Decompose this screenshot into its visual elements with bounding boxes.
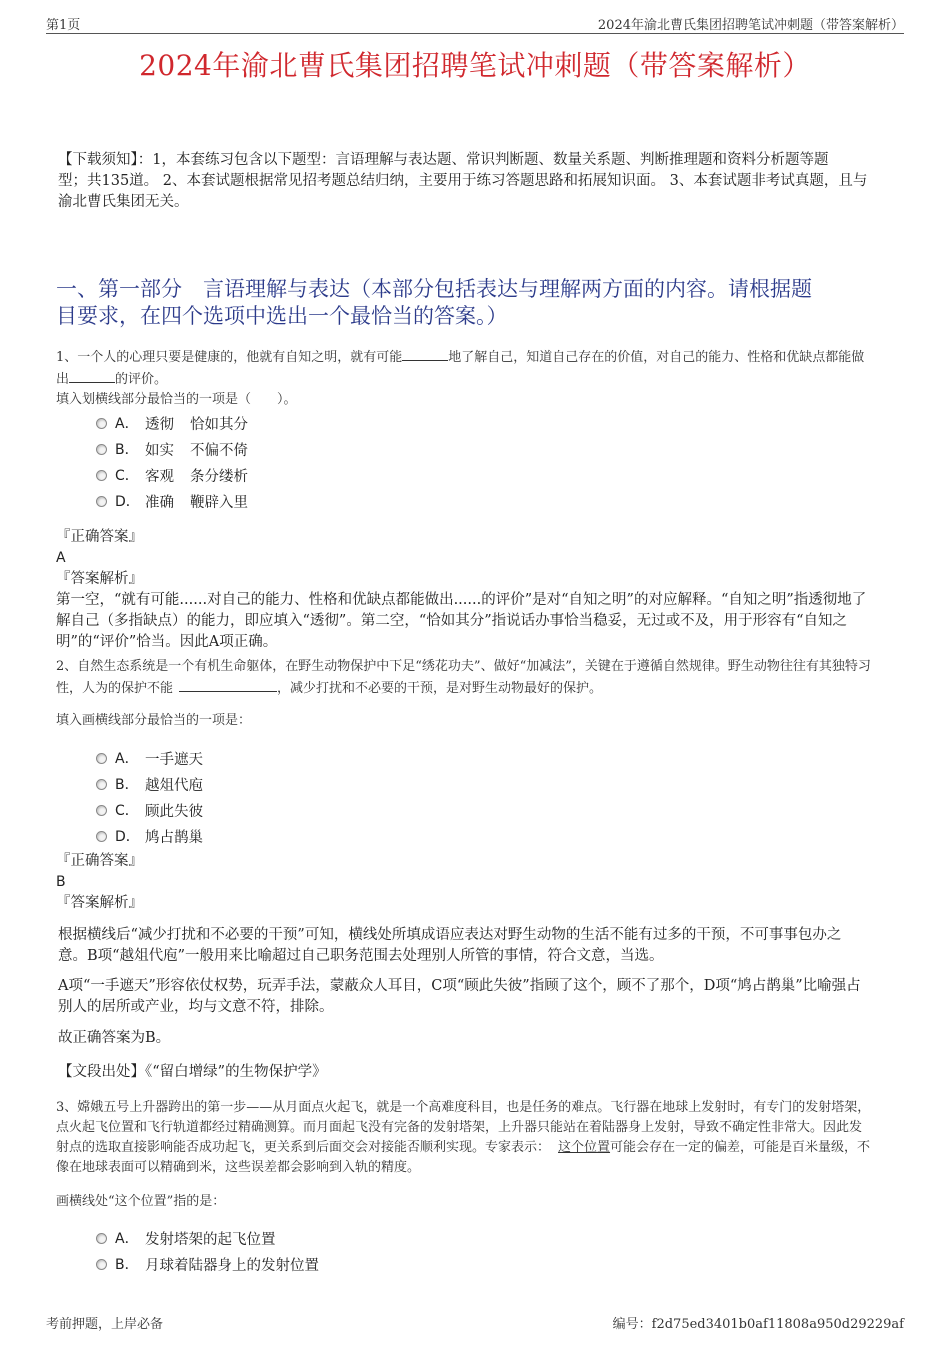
section-heading	[56, 276, 906, 330]
q2-analysis-line-1: 根据横线后“减少打扰和不必要的干预”可知，横线处所填成语应表达对野生动物的生活不能有过多的干预，不可事事包办之	[58, 927, 842, 943]
radio-icon[interactable]	[96, 779, 107, 790]
notice-line-1: 【下载须知】：1，本套练习包含以下题型：言语理解与表达题、常识判断题、数量关系题、判断推理题和资料分析题等题	[58, 152, 829, 168]
q2-line-1: 2、自然生态系统是一个有机生命躯体，在野生动物保护中下足“绣花功夫”、做好“加减法”，关键在于遵循自然规律。野生动物往往有其独特习	[56, 659, 871, 674]
q2-analysis-para-2	[58, 976, 908, 1018]
q2-answer: B	[56, 874, 66, 890]
q2-conclusion: 故正确答案为B。	[58, 1030, 171, 1046]
q2-blank	[179, 677, 277, 692]
radio-icon[interactable]	[96, 496, 107, 507]
radio-icon[interactable]	[96, 1259, 107, 1270]
q1-text-c: 出	[56, 372, 70, 387]
q1-option-a[interactable]	[96, 410, 248, 436]
q1-option-c[interactable]	[96, 462, 248, 488]
q1-analysis-line-3: 明”的“评价”恰当。因此A项正确。	[56, 634, 278, 650]
radio-icon[interactable]	[96, 470, 107, 481]
radio-icon[interactable]	[96, 1233, 107, 1244]
q2-option-d[interactable]	[96, 823, 203, 849]
q3-text-a: 射点的选取直接影响能否成功起飞，更关系到后面交会对接能否顺利实现。专家表示：	[56, 1140, 551, 1155]
q2-analysis-label: 『答案解析』	[56, 895, 143, 911]
document-title: 2024年渝北曹氏集团招聘笔试冲刺题（带答案解析）	[139, 49, 811, 82]
q2-prompt: 填入画横线部分最恰当的一项是：	[56, 713, 252, 728]
option-letter: A．	[115, 416, 139, 432]
q3-underlined-phrase: 这个位置	[558, 1140, 611, 1155]
q2-option-b[interactable]	[96, 771, 203, 797]
q1-option-b[interactable]	[96, 436, 248, 462]
q2-option-a[interactable]	[96, 745, 203, 771]
q2-option-c[interactable]	[96, 797, 203, 823]
q3-options	[96, 1225, 319, 1277]
q1-option-d[interactable]	[96, 488, 248, 514]
q1-analysis-label: 『答案解析』	[56, 571, 143, 587]
section-heading-line-2: 目要求，在四个选项中选出一个最恰当的答案。）	[56, 304, 508, 328]
footer-slogan: 考前押题，上岸必备	[46, 1317, 164, 1332]
radio-icon[interactable]	[96, 418, 107, 429]
question-1-stem	[56, 346, 906, 410]
q1-answer: A	[56, 550, 66, 566]
q2-text-a: 性，人为的保护不能	[56, 681, 174, 696]
q2-analysis-line-3: A项“一手遮天”形容依仗权势，玩弄手法，蒙蔽众人耳目，C项“顾此失彼”指顾了这个，顾不了那个，D项“鸠占鹊巢”比喻强占	[58, 978, 861, 994]
q1-analysis-line-1: 第一空，“就有可能......对自己的能力、性格和优缺点都能做出......的评价”是对“自知之明”的对应解释。“自知之明”指透彻地了	[56, 592, 867, 608]
footer-doc-id: 编号：f2d75ed3401b0af11808a950d29229af	[612, 1317, 904, 1332]
q2-analysis-line-4: 别人的居所或产业，均与文意不符，排除。	[58, 999, 334, 1015]
option-text: 越俎代庖	[145, 777, 203, 794]
option-word-1: 客观	[145, 468, 174, 485]
option-word-2: 恰如其分	[190, 416, 248, 433]
section-heading-line-1: 一、第一部分 言语理解与表达（本部分包括表达与理解两方面的内容。请根据题	[56, 277, 812, 301]
option-letter: B．	[115, 442, 139, 458]
q3-text-b: 可能会存在一定的偏差，可能是百米量级，不	[610, 1140, 871, 1155]
option-text: 月球着陆器身上的发射位置	[145, 1257, 319, 1274]
q2-analysis-para-1	[58, 925, 908, 967]
option-word-2: 鞭辟入里	[190, 494, 248, 511]
page-number: 第1页	[46, 18, 81, 33]
option-letter: D．	[115, 829, 140, 845]
notice-line-3: 渝北曹氏集团无关。	[58, 194, 189, 210]
q1-text-b: 地了解自己，知道自己存在的价值，对自己的能力、性格和优缺点都能做	[448, 350, 865, 365]
q3-option-b[interactable]	[96, 1251, 319, 1277]
q1-answer-label: 『正确答案』	[56, 529, 143, 545]
question-2-stem	[56, 657, 906, 699]
q3-prompt: 画横线处“这个位置”指的是：	[56, 1194, 226, 1209]
option-letter: A．	[115, 751, 139, 767]
option-letter: B．	[115, 777, 139, 793]
q2-text-b: ，减少打扰和不必要的干预，是对野生动物最好的保护。	[277, 681, 603, 696]
q1-prompt: 填入划横线部分最恰当的一项是（ ）。	[56, 392, 297, 407]
option-letter: A．	[115, 1231, 139, 1247]
q2-source: 【文段出处】《“留白增绿”的生物保护学》	[58, 1064, 327, 1080]
q1-options	[96, 410, 248, 514]
q1-analysis-line-2: 解自己（多指缺点）的能力，即应填入“透彻”。第二空，“恰如其分”指说话办事恰当稳妥，无过或不及，用于形容有“自知之	[56, 613, 848, 629]
download-notice	[58, 150, 908, 213]
q2-options	[96, 745, 203, 849]
q1-blank-1	[402, 346, 448, 361]
option-word-1: 准确	[145, 494, 174, 511]
q1-text-d: 的评价。	[115, 372, 168, 387]
option-text: 鸠占鹊巢	[145, 829, 203, 846]
option-word-1: 透彻	[145, 416, 174, 433]
option-letter: C．	[115, 468, 139, 484]
option-text: 发射塔架的起飞位置	[145, 1231, 276, 1248]
header-divider	[46, 33, 904, 34]
q2-answer-label: 『正确答案』	[56, 853, 143, 869]
q3-line-2: 点火起飞位置和飞行轨道都经过精确测算。而月面起飞没有完备的发射塔架，上升器只能站在着陆器身上发射，导致不确定性非常大。因此发	[56, 1120, 863, 1135]
radio-icon[interactable]	[96, 753, 107, 764]
q3-option-a[interactable]	[96, 1225, 319, 1251]
radio-icon[interactable]	[96, 805, 107, 816]
running-header-title: 2024年渝北曹氏集团招聘笔试冲刺题（带答案解析）	[597, 18, 904, 33]
radio-icon[interactable]	[96, 831, 107, 842]
notice-line-2: 型；共135道。 2、本套试题根据常见招考题总结归纳，主要用于练习答题思路和拓展知识面。 3、本套试题非考试真题，且与	[58, 173, 868, 189]
option-text: 顾此失彼	[145, 803, 203, 820]
option-letter: D．	[115, 494, 140, 510]
q1-blank-2	[69, 368, 115, 383]
question-3-stem	[56, 1098, 906, 1178]
q3-line-1: 3、嫦娥五号上升器跨出的第一步——从月面点火起飞，就是一个高难度科目，也是任务的难点。飞行器在地球上发射时，有专门的发射塔架，	[56, 1100, 871, 1115]
option-letter: C．	[115, 803, 139, 819]
radio-icon[interactable]	[96, 444, 107, 455]
q3-line-4: 像在地球表面可以精确到米，这些误差都会影响到入轨的精度。	[56, 1160, 421, 1175]
option-word-2: 不偏不倚	[190, 442, 248, 459]
q1-answer-block	[56, 527, 906, 653]
q1-text-a: 1、一个人的心理只要是健康的，他就有自知之明，就有可能	[56, 350, 403, 365]
q2-answer-block	[56, 851, 906, 914]
option-letter: B．	[115, 1257, 139, 1273]
option-text: 一手遮天	[145, 751, 203, 768]
option-word-1: 如实	[145, 442, 174, 459]
q2-analysis-line-2: 意。B项“越俎代庖”一般用来比喻超过自己职务范围去处理别人所管的事情，符合文意，当选。	[58, 948, 664, 964]
option-word-2: 条分缕析	[190, 468, 248, 485]
